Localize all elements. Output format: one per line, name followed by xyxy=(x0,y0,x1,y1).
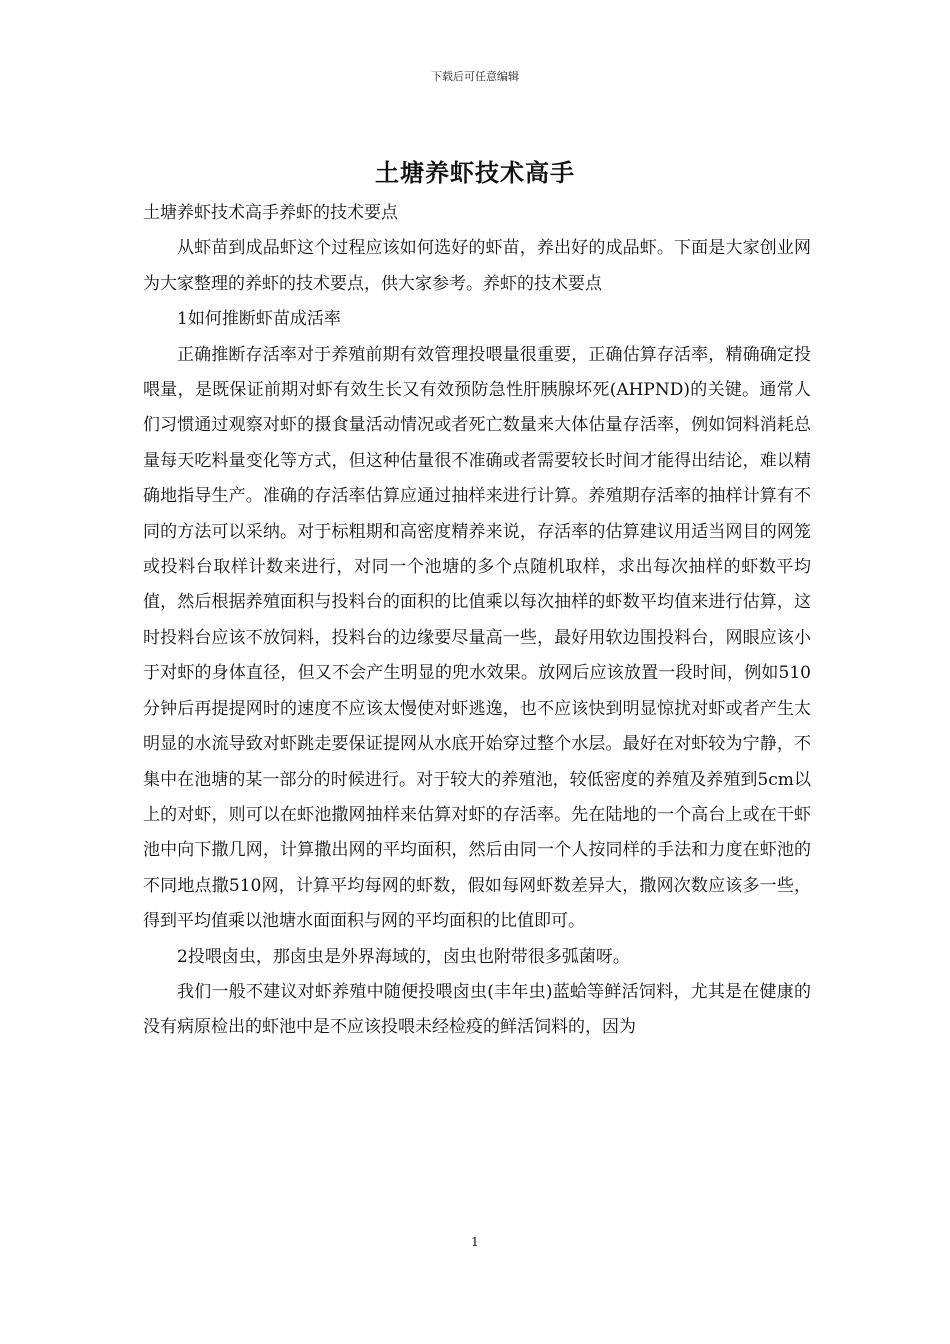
section-heading-2: 2投喂卤虫，那卤虫是外界海域的，卤虫也附带很多弧菌呀。 xyxy=(177,946,630,967)
document-body xyxy=(143,196,811,1046)
body-paragraph: 正确推断存活率对于养殖前期有效管理投喂量很重要，正确估算存活率，精确确定投喂量，是既保证前期对虾有效生长又有效预防急性肝胰腺坏死(AHPND)的关键。通常人们习惯通过观察对虾的摄食量活动情况或者死亡数量来大体估量存活率，例如饲料消耗总量每天吃料量变化等方式，但这种估量很不准确或者需要较长时间才能得出结论，难以精确地指导生产。准确的存活率估算应通过抽样来进行计算。养殖期存活率的抽样计算有不同的方法可以采纳。对于标粗期和高密度精养来说，存活率的估算建议用适当网目的网笼或投料台取样计数来进行，对同一个池塘的多个点随机取样，求出每次抽样的虾数平均值，然后根据养殖面积与投料台的面积的比值乘以每次抽样的虾数平均值来进行估算，这时投料台应该不放饲料，投料台的边缘要尽量高一些，最好用软边围投料台，网眼应该小于对虾的身体直径，但又不会产生明显的兜水效果。放网后应该放置一段时间，例如510分钟后再提提网时的速度不应该太慢使对虾逃逸，也不应该快到明显惊扰对虾或者产生太明显的水流导致对虾跳走要保证提网从水底开始穿过整个水层。最好在对虾较为宁静，不集中在池塘的某一部分的时候进行。对于较大的养殖池，较低密度的养殖及养殖到5cm以上的对虾，则可以在虾池撒网抽样来估算对虾的存活率。先在陆地的一个高台上或在干虾池中向下撒几网，计算撒出网的平均面积，然后由同一个人按同样的手法和力度在虾池的不同地点撒510网，计算平均每网的虾数，假如每网虾数差异大，撒网次数应该多一些，得到平均值乘以池塘水面面积与网的平均面积的比值即可。 xyxy=(143,344,811,932)
subtitle-paragraph: 土塘养虾技术高手养虾的技术要点 xyxy=(143,203,398,223)
header-note: 下载后可任意编辑 xyxy=(431,70,519,83)
document-title: 土塘养虾技术高手 xyxy=(375,159,575,187)
intro-paragraph: 从虾苗到成品虾这个过程应该如何选好的虾苗，养出好的成品虾。下面是大家创业网为大家整理的养虾的技术要点，供大家参考。养虾的技术要点 xyxy=(143,238,811,294)
section-heading-1: 1如何推断虾苗成活率 xyxy=(177,309,341,330)
page-number: 1 xyxy=(471,1235,479,1249)
body-paragraph: 我们一般不建议对虾养殖中随便投喂卤虫(丰年虫)蓝蛤等鲜活饲料，尤其是在健康的没有病原检出的虾池中是不应该投喂未经检疫的鲜活饲料的，因为 xyxy=(143,981,811,1038)
